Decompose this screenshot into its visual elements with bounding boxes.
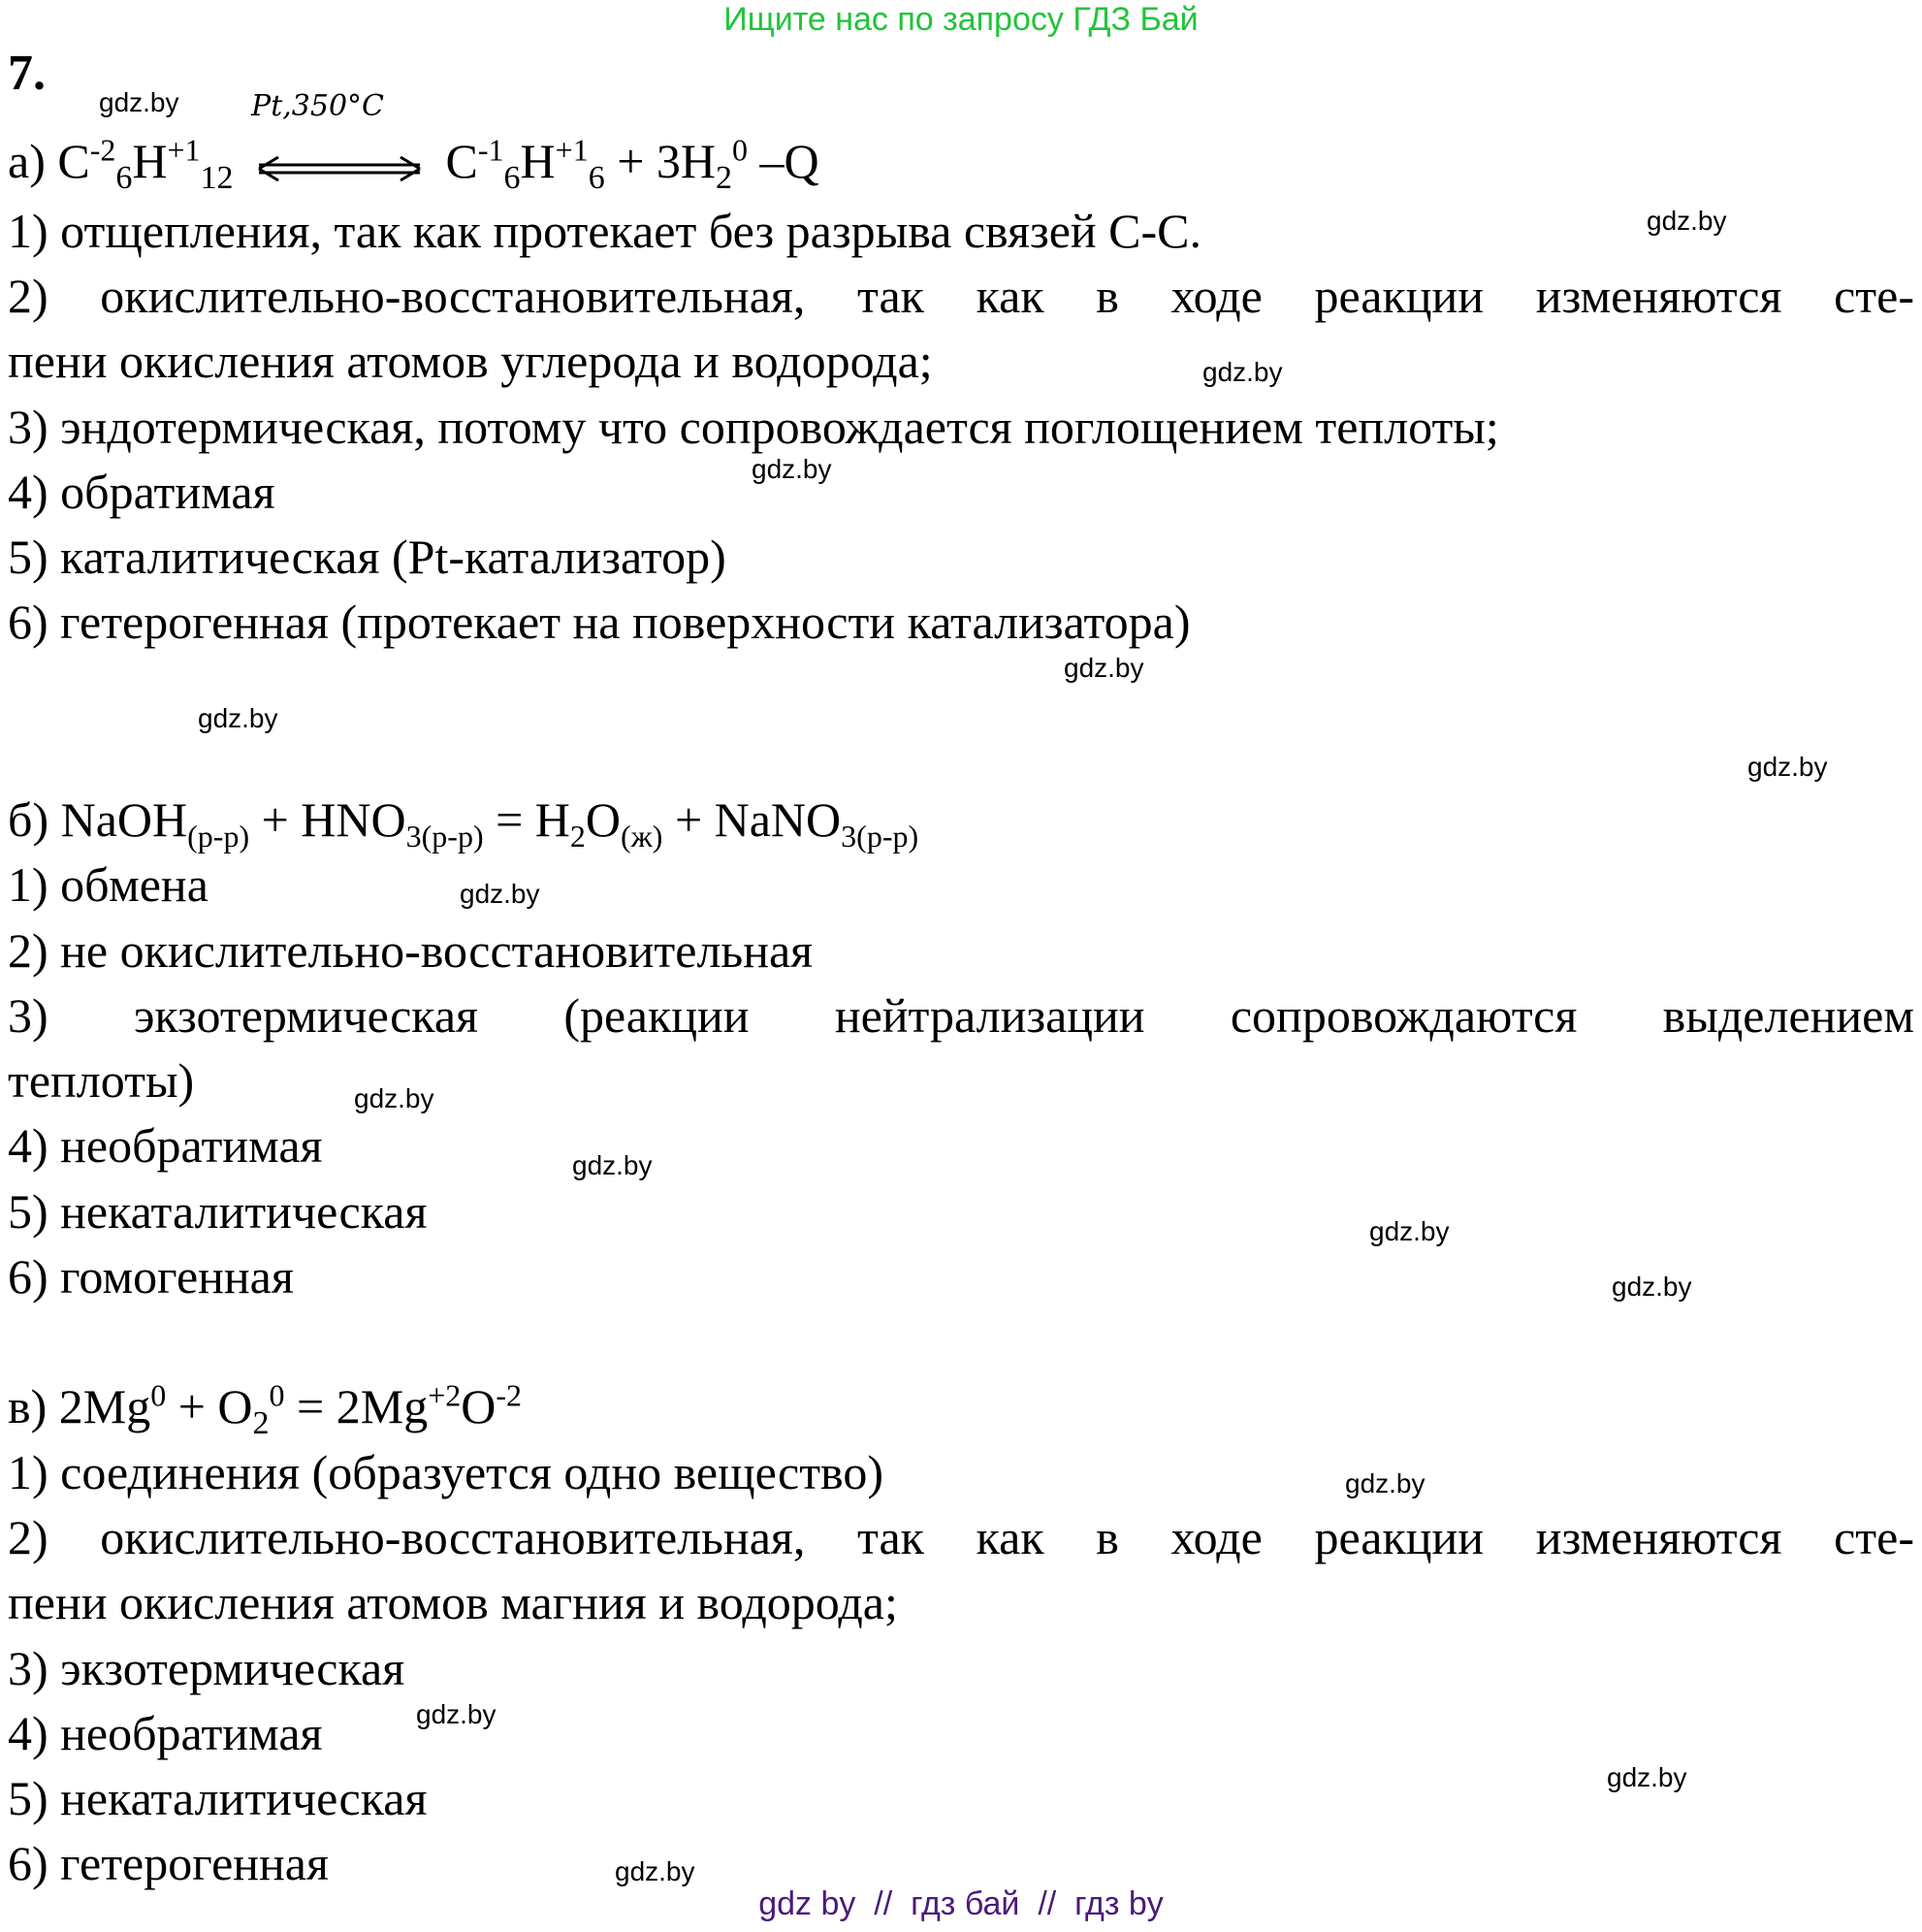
item-c4: 4) необратимая [8,1706,323,1760]
item-a2: 2) окислительно-восстановительная, так как в ходе реакции изменяются сте- [8,269,1914,323]
item-b1: 1) обмена [8,857,208,912]
watermark: gdz.by [198,703,278,733]
watermark: gdz.by [354,1083,434,1113]
item-a6: 6) гетерогенная (протекает на поверхности катализатора) [8,595,1191,649]
watermark: gdz.by [1064,653,1144,683]
footer-links [0,1885,1922,1923]
watermark: gdz.by [1369,1216,1450,1246]
equation-a: а) $C^{-2}_6H^{+1}_{12}$ Pt,350°C $C^{-1}_6H^{+1}_6 + 3H_2^0$ –Q [8,132,819,196]
item-c5: 5) некаталитическая [8,1771,428,1825]
equation-c: в) $2Mg^0 + O_2^0 = 2Mg^{+2}O^{-2}$ [8,1377,523,1441]
task-number: 7. [8,46,46,101]
item-c1: 1) соединения (образуется одно вещество) [8,1445,883,1499]
watermark: gdz.by [99,87,179,117]
item-c2-cont: пени окисления атомов магния и водорода; [8,1575,898,1629]
part-label-b: б) [8,792,49,847]
equation-b: б) NaOH$_{(р-р)}$ + $HNO_{3(р-р)} = H_2O_{(ж)}$ + NaNO$_{3(р-р)}$ [8,792,919,853]
item-a5: 5) каталитическая (Pt-катализатор) [8,530,726,584]
part-label-a: а) [8,134,46,188]
watermark: gdz.by [615,1856,695,1886]
item-c3: 3) экзотермическая [8,1641,405,1695]
item-a4: 4) обратимая [8,465,275,519]
watermark: gdz.by [416,1699,497,1729]
reaction-condition: Pt,350°C [251,88,385,123]
item-b2: 2) не окислительно-восстановительная [8,923,814,978]
item-a1: 1) отщепления, так как протекает без разрыва связей С-С. [8,204,1202,258]
watermark: gdz.by [1647,206,1727,236]
item-b6: 6) гомогенная [8,1249,294,1304]
watermark: gdz.by [1612,1272,1692,1302]
watermark: gdz.by [1345,1468,1425,1498]
search-banner: Ищите нас по запросу ГДЗ Бай [723,1,1199,38]
watermark: gdz.by [460,879,540,909]
footer-text: gdz by // гдз бай // гдз by [758,1885,1164,1922]
watermark: gdz.by [1747,752,1828,782]
item-c6: 6) гетерогенная [8,1836,329,1890]
item-b3-cont: теплоты) [8,1053,195,1108]
item-b4: 4) необратимая [8,1118,323,1173]
part-label-c: в) [8,1379,48,1433]
watermark: gdz.by [572,1150,653,1180]
reversible-arrow-icon [251,88,422,196]
item-a3: 3) эндотермическая, потому что сопровождается поглощением теплоты; [8,400,1499,454]
item-c2: 2) окислительно-восстановительная, так как в ходе реакции изменяются сте- [8,1510,1914,1564]
watermark: gdz.by [1607,1762,1687,1792]
watermark: gdz.by [1202,357,1283,387]
item-b5: 5) некаталитическая [8,1184,428,1239]
item-a2-cont: пени окисления атомов углерода и водорода; [8,334,933,388]
watermark: gdz.by [752,454,832,484]
item-b3: 3) экзотермическая (реакции нейтрализации сопровождаются выделением [8,988,1914,1043]
